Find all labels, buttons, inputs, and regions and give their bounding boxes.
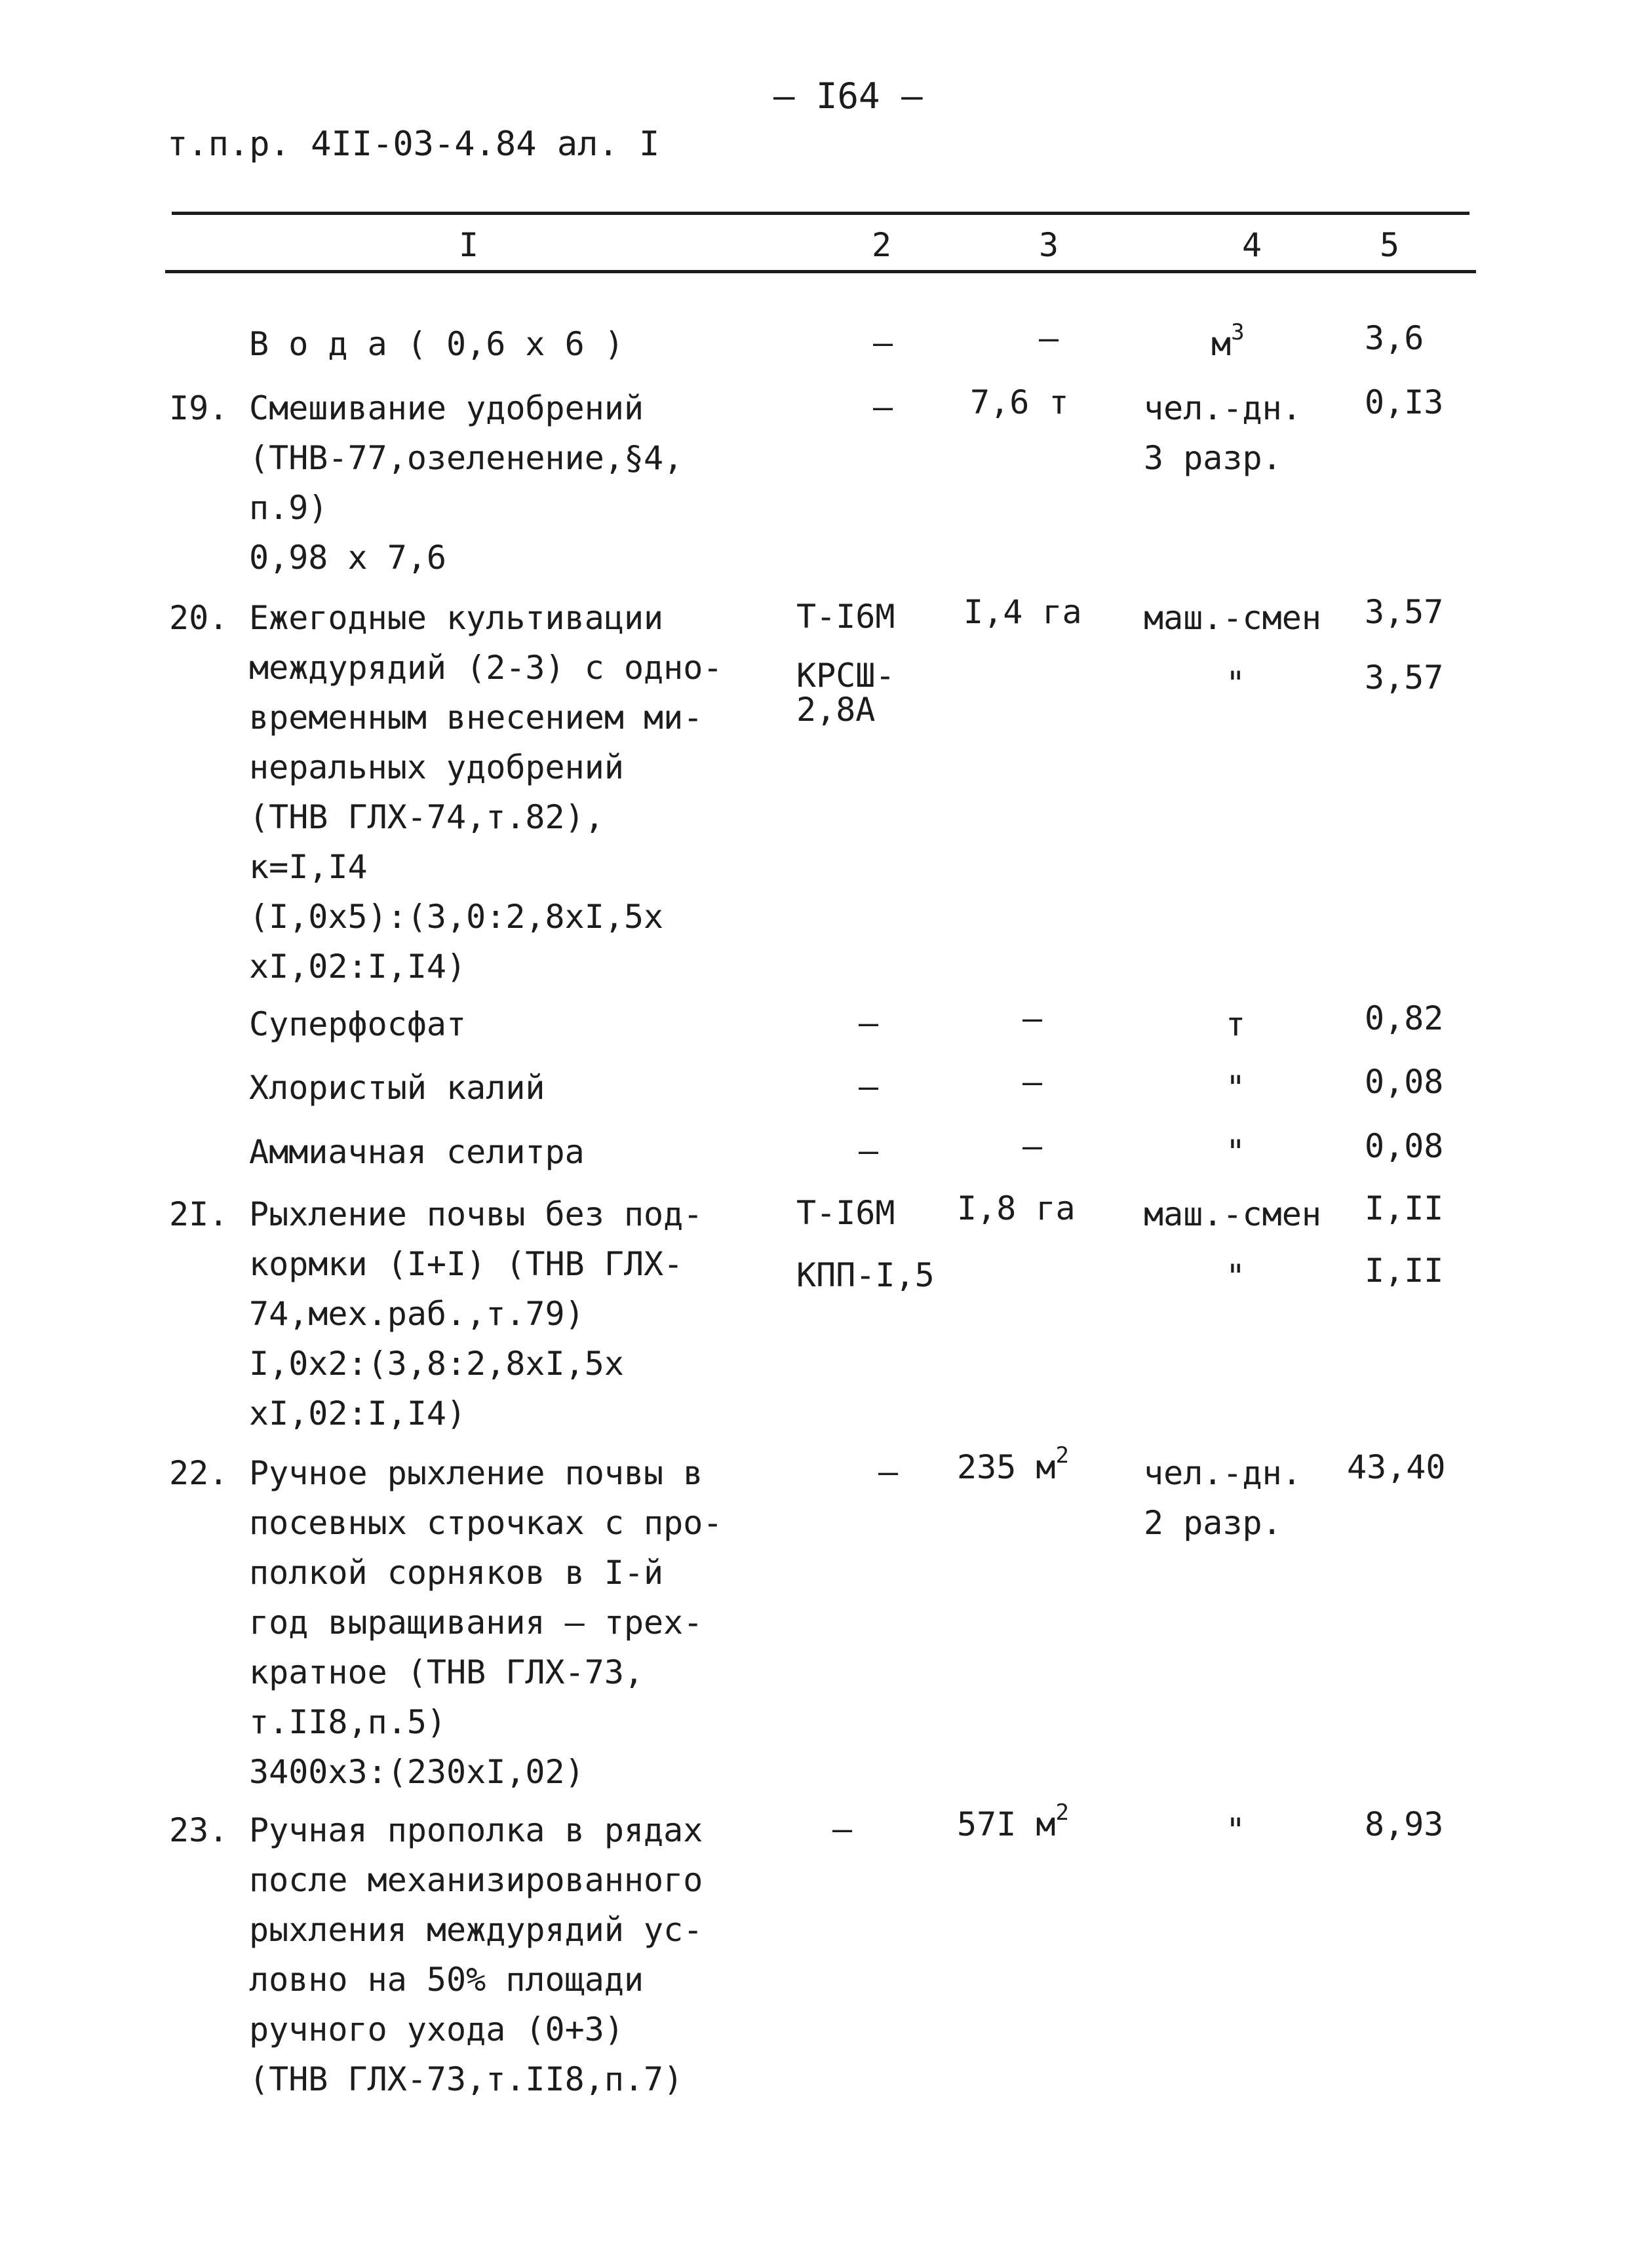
row-value: 0,82 — [1365, 999, 1444, 1037]
row-volume: 7,6 т — [970, 383, 1069, 421]
row-value: 3,57 — [1365, 659, 1444, 697]
row-unit: " — [1226, 1069, 1246, 1107]
volume-text: 235 м — [957, 1448, 1056, 1486]
column-header-1: I — [459, 226, 479, 264]
row-value: 0,08 — [1365, 1063, 1444, 1101]
row-description: Ручное рыхление почвы в посевных строчках с про- полкой сорняков в I-й год выращивания – трех- кратное (ТНВ ГЛХ-73, т.II8,п.5) 3400х3:(230хI,02) — [249, 1454, 723, 1791]
row-unit: " — [1226, 1133, 1246, 1171]
column-header-4: 4 — [1242, 226, 1262, 264]
row-description: Аммиачная селитра — [249, 1133, 585, 1171]
row-description: В о д а ( 0,6 х 6 ) — [249, 325, 624, 363]
row-unit: т — [1226, 1005, 1246, 1043]
row-volume: I,4 га — [963, 593, 1082, 631]
row-description: Смешивание удобрений (ТНВ-77,озеленение,§4, п.9) 0,98 x 7,6 — [249, 389, 684, 577]
row-value: I,II — [1365, 1252, 1444, 1290]
table-top-rule — [172, 212, 1469, 215]
row-equipment: КРСШ- 2,8А — [796, 657, 895, 729]
row-number: 2I. — [169, 1195, 229, 1233]
document-reference: т.п.р. 4II-03-4.84 ал. I — [167, 125, 660, 164]
volume-superscript: 2 — [1055, 1799, 1069, 1826]
row-equipment: – — [873, 324, 893, 362]
row-volume: I,8 га — [957, 1189, 1076, 1227]
row-number: 22. — [169, 1454, 229, 1492]
unit-text: м — [1211, 325, 1232, 363]
row-equipment: – — [878, 1453, 899, 1491]
row-volume — [957, 1442, 1069, 1486]
row-value: 0,08 — [1365, 1127, 1444, 1165]
row-volume: – — [1022, 1127, 1043, 1165]
row-unit: " — [1226, 1811, 1246, 1849]
unit-superscript: 3 — [1231, 319, 1245, 346]
volume-superscript: 2 — [1055, 1442, 1069, 1469]
row-description: Хлористый калий — [249, 1069, 545, 1107]
row-equipment: Т-I6М — [796, 1194, 895, 1232]
row-volume: – — [1039, 319, 1059, 357]
row-description: Суперфосфат — [249, 1005, 467, 1043]
row-equipment: Т-I6М — [796, 598, 895, 636]
row-unit: чел.-дн. 2 разр. — [1144, 1454, 1302, 1542]
row-unit: чел.-дн. 3 разр. — [1144, 389, 1302, 477]
row-description: Ручная прополка в рядах после механизированного рыхления междурядий ус- ловно на 50% площади ручного ухода (0+3) (ТНВ ГЛХ-73,т.II8,п.7) — [249, 1811, 703, 2098]
row-value: 3,6 — [1365, 319, 1424, 357]
row-unit: маш.-смен — [1144, 599, 1321, 637]
row-volume: – — [1022, 999, 1043, 1037]
row-unit: " — [1226, 1258, 1246, 1296]
row-number: 23. — [169, 1811, 229, 1849]
column-header-3: 3 — [1039, 226, 1059, 264]
row-unit — [1211, 319, 1245, 369]
row-number: 20. — [169, 599, 229, 637]
column-header-2: 2 — [872, 226, 892, 264]
row-value: 0,I3 — [1365, 383, 1444, 421]
row-volume — [957, 1799, 1069, 1843]
row-equipment: – — [859, 1132, 879, 1170]
row-value: 43,40 — [1347, 1448, 1446, 1486]
row-unit: " — [1226, 664, 1246, 702]
row-equipment: – — [873, 388, 893, 426]
page-number: – I64 – — [773, 75, 923, 117]
row-equipment: – — [859, 1004, 879, 1042]
row-value: I,II — [1365, 1189, 1444, 1227]
volume-text: 57I м — [957, 1805, 1056, 1843]
row-description: Рыхление почвы без под- кормки (I+I) (ТНВ ГЛХ- 74,мех.раб.,т.79) I,0х2:(3,8:2,8хI,5х хI,02:I,I4) — [249, 1195, 703, 1432]
column-header-5: 5 — [1380, 226, 1400, 264]
row-number: I9. — [169, 389, 229, 427]
row-unit: маш.-смен — [1144, 1195, 1321, 1233]
row-volume: – — [1022, 1063, 1043, 1101]
row-value: 8,93 — [1365, 1805, 1444, 1843]
row-equipment: – — [859, 1067, 879, 1105]
table-header-rule — [165, 270, 1476, 273]
row-equipment: КПП-I,5 — [796, 1256, 935, 1294]
row-description: Ежегодные культивации междурядий (2-3) с одно- временным внесением ми- неральных удобрений (ТНВ ГЛХ-74,т.82), к=I,I4 (I,0х5):(3,0:2,8хI,5х хI,02:I,I4) — [249, 599, 723, 986]
row-value: 3,57 — [1365, 593, 1444, 631]
row-equipment: – — [832, 1810, 853, 1848]
